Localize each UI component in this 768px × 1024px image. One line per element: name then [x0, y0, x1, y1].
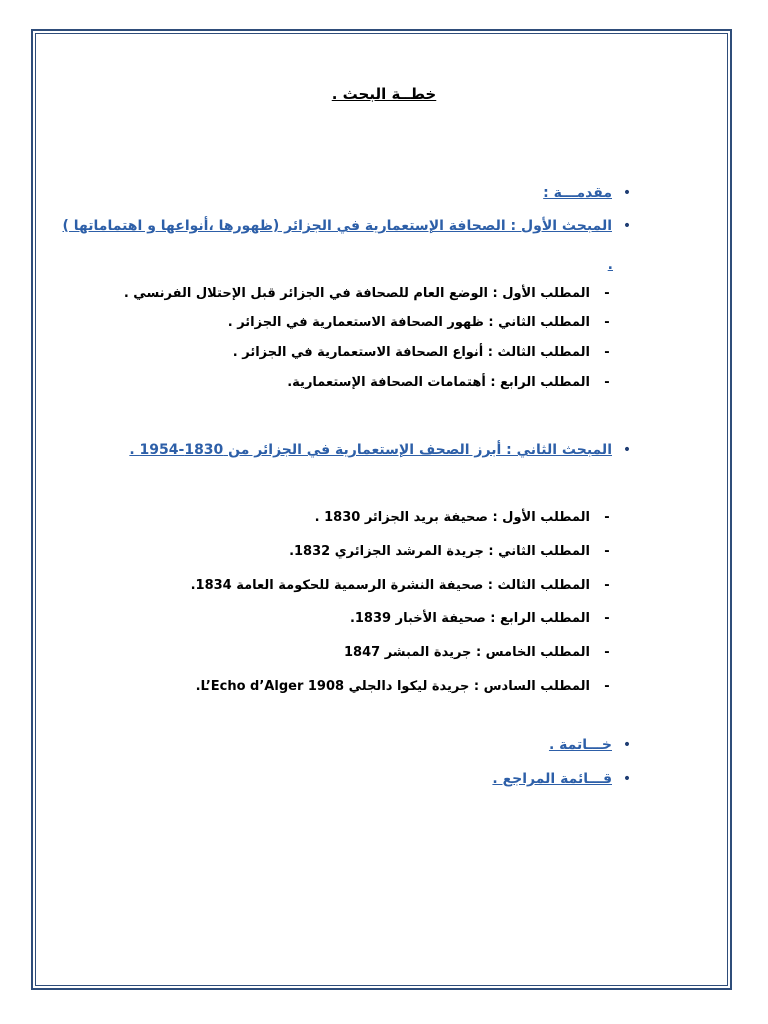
chapter1-item-text: المطلب الثاني : ظهور الصحافة الاستعمارية في الجزائر . — [227, 315, 590, 330]
dash-marker: - — [604, 544, 610, 559]
dash-marker: - — [604, 679, 610, 694]
chapter2-item-text: المطلب الرابع : صحيفة الأخبار 1839. — [349, 611, 590, 626]
bullet-icon: • — [622, 185, 632, 201]
chapter2-item-text: المطلب الثاني : جريدة المرشد الجزائري 1832. — [289, 544, 590, 559]
dash-marker: - — [604, 645, 610, 660]
chapter1-item-text: المطلب الرابع : أهتمامات الصحافة الإستعمارية. — [287, 375, 590, 390]
dash-marker: - — [604, 286, 610, 301]
dash-marker: - — [604, 611, 610, 626]
chapter2-heading: المبحث الثاني : أبرز الصحف الإستعمارية في الجزائر من 1830-1954 . — [129, 442, 612, 458]
bullet-icon: • — [622, 737, 632, 753]
dash-marker: - — [604, 345, 610, 360]
references-heading: قـــائمة المراجع . — [492, 771, 612, 787]
chapter1-item-text: المطلب الثالث : أنواع الصحافة الاستعمارية في الجزائر . — [232, 345, 590, 360]
chapter1-heading: المبحث الأول : الصحافة الإستعمارية في الجزائر (ظهورها ،أنواعها و اهتماماتها ) — [62, 218, 612, 234]
conclusion-heading: خـــاتمة . — [548, 737, 612, 753]
bullet-icon: • — [622, 442, 632, 458]
chapter2-item-text: المطلب الخامس : جريدة المبشر 1847 — [343, 645, 590, 660]
chapter1-heading-continuation: . — [607, 257, 613, 273]
chapter2-item-text: المطلب السادس : جريدة ليكوا دالجلي L’Echo d’Alger 1908. — [195, 679, 590, 694]
dash-marker: - — [604, 315, 610, 330]
dash-marker: - — [604, 578, 610, 593]
chapter2-item-text: المطلب الأول : صحيفة بريد الجزائر 1830 . — [314, 510, 590, 525]
intro-heading: مقدمـــة : — [543, 185, 612, 201]
dash-marker: - — [604, 510, 610, 525]
bullet-icon: • — [622, 771, 632, 787]
chapter2-item-text: المطلب الثالث : صحيفة النشرة الرسمية للحكومة العامة 1834. — [190, 578, 590, 593]
dash-marker: - — [604, 375, 610, 390]
page-title: خطــة البحث . — [331, 85, 437, 103]
bullet-icon: • — [622, 218, 632, 234]
chapter1-item-text: المطلب الأول : الوضع العام للصحافة في الجزائر قبل الإحتلال الفرنسي . — [123, 286, 590, 301]
